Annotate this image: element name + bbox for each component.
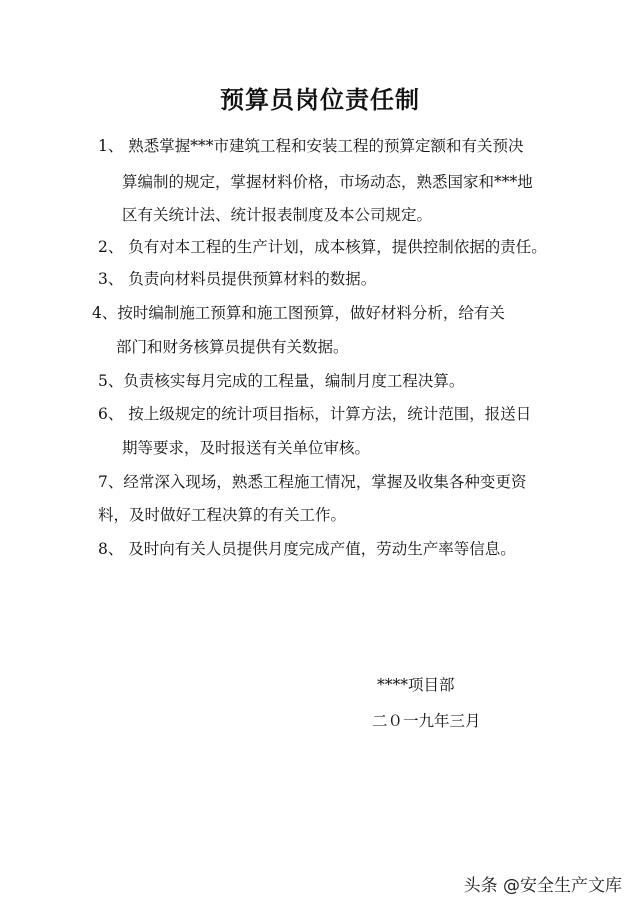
item-6-line-1: 6、 按上级规定的统计项目指标，计算方法，统计范围，报送日 <box>98 405 532 423</box>
item-6-line-2: 期等要求，及时报送有关单位审核。 <box>122 439 371 457</box>
signature-date: 二０一九年三月 <box>372 712 481 730</box>
item-8-line-1: 8、 及时向有关人员提供月度完成产值，劳动生产率等信息。 <box>98 540 516 558</box>
item-1-line-2: 算编制的规定，掌握材料价格，市场动态，熟悉国家和***地 <box>122 173 533 191</box>
signature-department: ****项目部 <box>377 676 455 694</box>
source-watermark: 头条 @安全生产文库 <box>463 876 622 896</box>
item-7-line-2: 料，及时做好工程决算的有关工作。 <box>98 506 347 524</box>
item-4-line-1: 4、按时编制施工预算和施工图预算，做好材料分析，给有关 <box>92 304 505 322</box>
page-title: 预算员岗位责任制 <box>220 86 420 114</box>
item-1-line-1: 1、 熟悉掌握***市建筑工程和安装工程的预算定额和有关预决 <box>98 137 524 155</box>
item-2-line-1: 2、 负有对本工程的生产计划，成本核算，提供控制依据的责任。 <box>98 238 547 256</box>
item-5-line-1: 5、负责核实每月完成的工程量，编制月度工程决算。 <box>98 372 465 390</box>
item-1-line-3: 区有关统计法、统计报表制度及本公司规定。 <box>122 206 433 224</box>
item-4-line-2: 部门和财务核算员提供有关数据。 <box>116 338 349 356</box>
item-3-line-1: 3、 负责向材料员提供预算材料的数据。 <box>98 270 377 288</box>
item-7-line-1: 7、经常深入现场，熟悉工程施工情况，掌握及收集各种变更资 <box>98 473 527 491</box>
